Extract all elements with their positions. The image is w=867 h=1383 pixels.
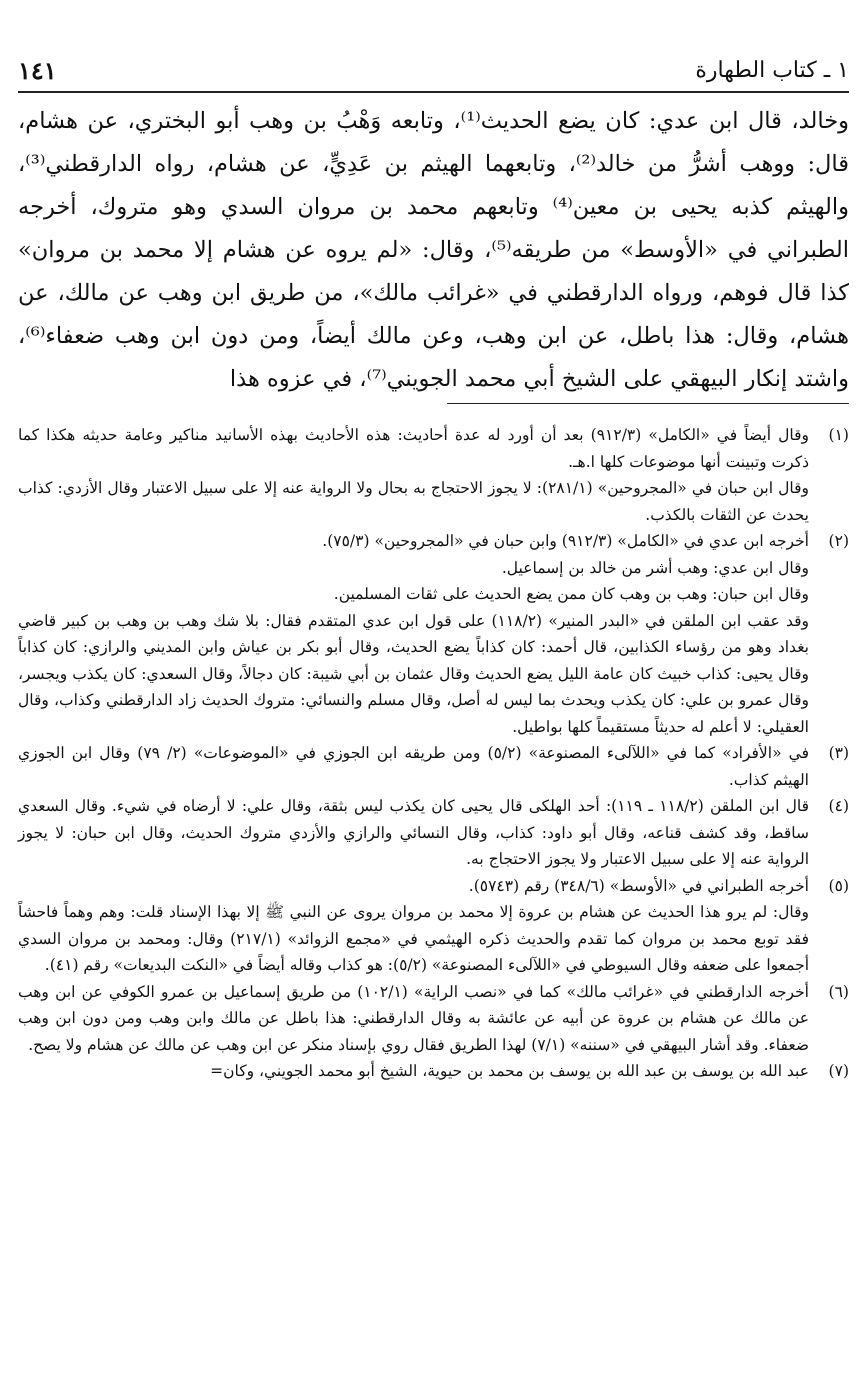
footnote-text: عبد الله بن يوسف بن عبد الله بن يوسف بن محمد بن حيوية، الشيخ أبو محمد الجويني، وكان= xyxy=(210,1062,809,1080)
footnote-text: في «الأفراد» كما في «اللآلىء المصنوعة» (٥/٢) ومن طريقه ابن الجوزي في «الموضوعات» (٢/ ٧٩) وقال ابن الجوزي الهيثم كذاب. xyxy=(18,744,810,789)
footnote-text: أخرجه الطبراني في «الأوسط» (٣٤٨/٦) رقم (٥٧٤٣). xyxy=(468,876,809,895)
footnote-text: قال ابن الملقن (١١٨/٢ ـ ١١٩): أحد الهلكى قال يحيى كان يكذب ليس بثقة، وقال علي: لا أرضاه في شيء. وقال السعدي ساقط، وقد كشف قناعه، وقال أبو داود: كذاب، وقال النسائي والرازي والأزدي متروك الحديث، وقال ابن حبان: لا يجوز الرواية عنه إلا على سبيل الاعتبار ولا يجوز الاحتجاج به. xyxy=(18,797,809,868)
footnote xyxy=(18,1058,849,1085)
header-rule xyxy=(18,91,849,93)
footnote-number: (١) xyxy=(828,426,849,444)
footnote-text: وقال ابن حبان: وهب بن وهب كان ممن يضع الحديث على ثقات المسلمين. xyxy=(333,585,809,603)
footnote-text: أخرجه الدارقطني في «غرائب مالك» كما في «نصب الراية» (١٠٢/١) من طريق إسماعيل بن عمرو الكوفي عن ابن وهب عن مالك عن هشام بن عروة عن أبيه عن عائشة به وقال الدارقطني: هذا باطل عن مالك وابن وهب ومن دون ابن وهب ضعفاء. وقد أشار البيهقي في «سننه» (٧/١) لهذا الطريق فقال روي بإسناد منكر عن ابن وهب عن مالك عن هشام ولا يصح. xyxy=(18,982,809,1054)
footnote-text: وقال: لم يرو هذا الحديث عن هشام بن عروة إلا محمد بن مروان يروى عن النبي ﷺ إلا بهذا الإسناد قلت: وهم وهماً فاحشاً فقد توبع محمد بن مروان كما تقدم والحديث ذكره الهيثمي في «مجمع الزوائد» (٢١٧/١) وقال: ومحمد بن مروان السدي أجمعوا على ضعفه وقال السيوطي في «اللآلىء المصنوعة» (٥/٢): هو كذاب وقاله أيضاً في «النكت البديعات» رقم (٤١). xyxy=(18,903,809,974)
page-number: ١٤١ xyxy=(18,55,57,85)
footnote-text: وقال أيضاً في «الكامل» (٩١٢/٣) بعد أن أورد له عدة أحاديث: هذه الأحاديث بهذه الأسانيد مناكير وعامة حديثه هكذا كما ذكرت وتبينت أنها موضوعات كلها ا.هـ. xyxy=(18,426,809,471)
footnote-number: (٦) xyxy=(828,982,849,1001)
main-text xyxy=(18,100,849,401)
footnote xyxy=(18,793,849,873)
footnote-number: (٥) xyxy=(828,876,849,895)
footnote xyxy=(18,528,849,740)
footnote-text: وقال ابن حبان في «المجروحين» (٢٨١/١): لا يجوز الاحتجاج به بحال ولا الرواية عنه إلا على سبيل الاعتبار وقال الأزدي: كذاب يحدث عن الثقات بالكذب. xyxy=(18,479,809,524)
footnote xyxy=(18,422,849,528)
main-paragraph: وخالد، قال ابن عدي: كان يضع الحديث⁽¹⁾، وتابعه وَهْبُ بن وهب أبو البختري، عن هشام، قال: ووهب أشرُّ من خالد⁽²⁾، وتابعهما الهيثم بن عَدِيٍّ، عن هشام، رواه الدارقطني⁽³⁾، والهيثم كذبه يحيى بن معين⁽⁴⁾ وتابعهم محمد بن مروان السدي وهو متروك، أخرجه الطبراني في «الأوسط» من طريقه⁽⁵⁾، وقال: «لم يروه عن هشام إلا محمد بن مروان» كذا قال فوهم، ورواه الدارقطني في «غرائب مالك»، من طريق ابن وهب عن مالك، عن هشام، وقال: هذا باطل، عن ابن وهب، وعن مالك أيضاً، ومن دون ابن وهب ضعفاء⁽⁶⁾، واشتد إنكار البيهقي على الشيخ أبي محمد الجويني⁽⁷⁾، في عزوه هذا xyxy=(18,108,850,392)
footnote-text: وقد عقب ابن الملقن في «البدر المنير» (١١٨/٢) على قول ابن عدي المتقدم فقال: بلا شك وهب بن وهب بن كبير قاضي بغداد وهو من رؤساء الكذابين، قال أحمد: كان كذاباً يضع الحديث، وقال أبو بكر بن عياش وابن المديني والرازي: كان كذاباً وقال يحيى: كذاب خبيث كان عامة الليل يضع الحديث وقال عثمان بن أبي شيبة: كان دجالاً، وقال السعدي: كان يكذب ويجسر، وقال عمرو بن علي: كان يكذب ويحدث بما ليس له أصل، وقال مسلم والنسائي: متروك الحديث زاد الدارقطني وكذاب، وقال العقيلي: لا أعلم له حديثاً مستقيماً كلها بواطيل. xyxy=(18,611,810,736)
footnote xyxy=(18,873,849,979)
footnote-number: (٢) xyxy=(828,532,849,550)
footnote-number: (٧) xyxy=(828,1062,849,1080)
footnote-number: (٤) xyxy=(828,797,849,815)
footnote-number: (٣) xyxy=(828,744,850,762)
footnote xyxy=(18,740,849,793)
footnote xyxy=(18,979,849,1059)
footnote-text: وقال ابن عدي: وهب أشر من خالد بن إسماعيل. xyxy=(501,558,809,577)
running-title: ١ ـ كتاب الطهارة xyxy=(695,57,849,83)
page-header xyxy=(18,52,849,88)
footnote-text: أخرجه ابن عدي في «الكامل» (٩١٢/٣) وابن حبان في «المجروحين» (٧٥/٣). xyxy=(322,532,809,550)
footnote-separator xyxy=(447,403,849,404)
footnotes xyxy=(18,422,849,1085)
